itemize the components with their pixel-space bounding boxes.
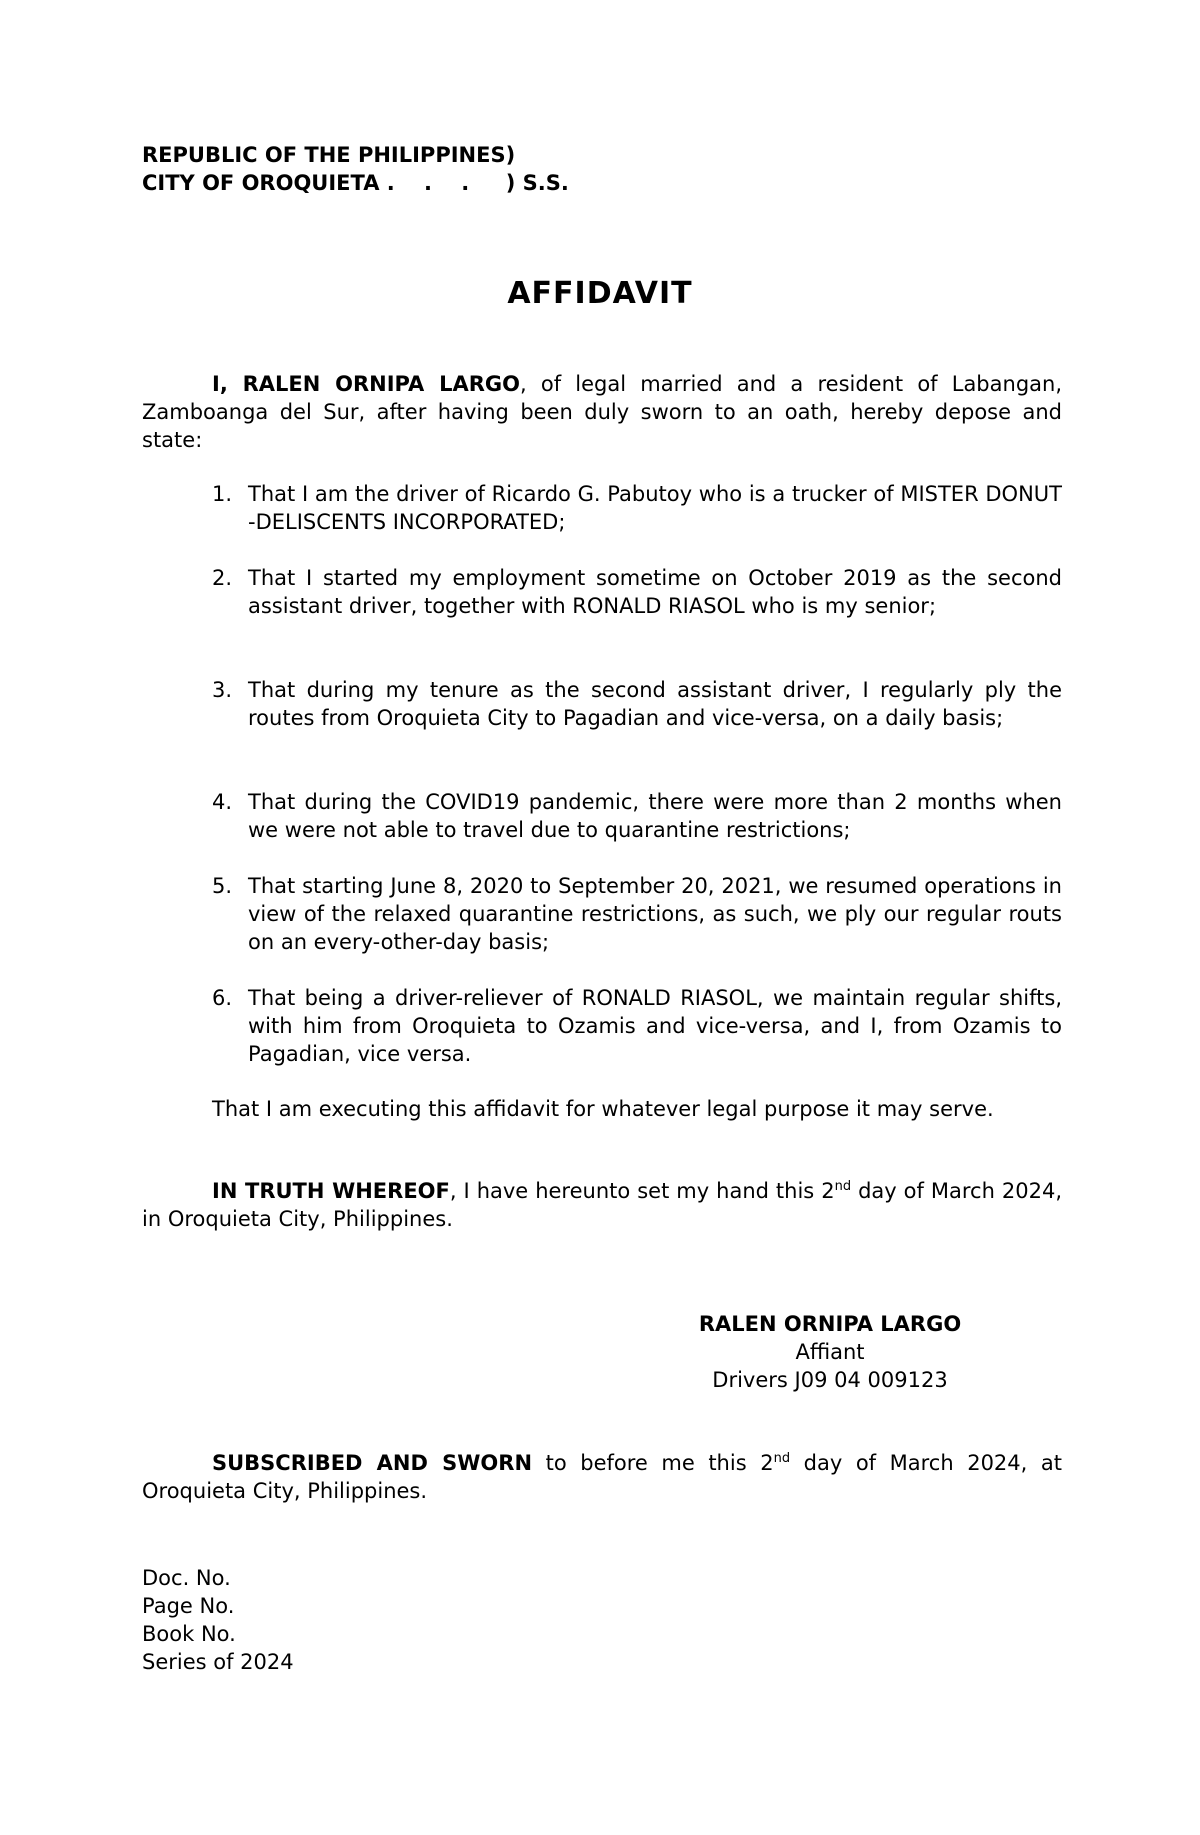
purpose-paragraph: That I am executing this affidavit for whatever legal purpose it may serve.: [212, 1097, 994, 1121]
list-item-number: 4.: [212, 790, 233, 814]
list-item-text: That I am the driver of Ricardo G. Pabutoy who is a trucker of MISTER DONUT -DELISCENTS INCORPORATED;: [248, 482, 1062, 534]
truth-whereof-paragraph: [142, 1177, 1062, 1233]
affiant-role: Affiant: [795, 1340, 865, 1364]
jurat-label: SUBSCRIBED AND SWORN: [212, 1451, 533, 1475]
signature-block: [680, 1310, 980, 1394]
drivers-license: Drivers J09 04 009123: [712, 1368, 948, 1392]
list-item: [142, 564, 1062, 620]
book-number: Book No.: [142, 1622, 236, 1646]
list-item: [142, 788, 1062, 844]
document-title: AFFIDAVIT: [507, 276, 693, 311]
list-item-number: 6.: [212, 986, 233, 1010]
list-item-text: That starting June 8, 2020 to September 20, 2021, we resumed operations in view of the relaxed quarantine restrictions, as such, we ply our regular routs on an every-other-day basis;: [248, 874, 1062, 954]
venue-line-city: CITY OF OROQUIETA . . . ) S.S.: [142, 171, 569, 195]
list-item: [142, 984, 1062, 1068]
list-item: [142, 480, 1062, 536]
affiant-name: RALEN ORNIPA LARGO: [698, 1312, 962, 1336]
intro-paragraph: [142, 370, 1062, 454]
list-item-text: That during the COVID19 pandemic, there were more than 2 months when we were not able to travel due to quarantine restrictions;: [248, 790, 1062, 842]
venue-line-republic: REPUBLIC OF THE PHILIPPINES): [142, 143, 516, 167]
jurat-text-pre: to before me this 2: [532, 1451, 774, 1475]
truth-text-post: day of March 2024, in Oroquieta City, Philippines.: [142, 1179, 1063, 1231]
intro-text: , of legal married and a resident of Labangan, Zamboanga del Sur, after having been duly sworn to an oath, hereby depose and state:: [142, 372, 1062, 452]
jurat-text-post: day of March 2024, at Oroquieta City, Philippines.: [142, 1451, 1062, 1503]
list-item-text: That I started my employment sometime on October 2019 as the second assistant driver, together with RONALD RIASOL who is my senior;: [248, 566, 1062, 618]
jurat-ordinal-suffix: nd: [773, 1451, 791, 1466]
list-item-text: That being a driver-reliever of RONALD RIASOL, we maintain regular shifts, with him from Oroquieta to Ozamis and vice-versa, and I, from Ozamis to Pagadian, vice versa.: [248, 986, 1062, 1066]
list-item-number: 5.: [212, 874, 233, 898]
jurat-paragraph: [142, 1449, 1062, 1505]
doc-number: Doc. No.: [142, 1566, 231, 1590]
list-item-text: That during my tenure as the second assistant driver, I regularly ply the routes from Oroquieta City to Pagadian and vice-versa, on a daily basis;: [248, 678, 1062, 730]
truth-text-pre: , I have hereunto set my hand this 2: [449, 1179, 835, 1203]
list-item: [142, 872, 1062, 956]
page-number: Page No.: [142, 1594, 235, 1618]
notarial-register: [142, 1564, 294, 1676]
list-item-number: 2.: [212, 566, 233, 590]
truth-whereof-label: IN TRUTH WHEREOF: [212, 1179, 450, 1203]
list-item-number: 3.: [212, 678, 233, 702]
truth-ordinal-suffix: nd: [834, 1179, 852, 1194]
affiant-name-intro: I, RALEN ORNIPA LARGO: [212, 372, 520, 396]
series-year: Series of 2024: [142, 1650, 294, 1674]
venue-header: [142, 141, 569, 197]
list-item-number: 1.: [212, 482, 233, 506]
list-item: [142, 676, 1062, 732]
